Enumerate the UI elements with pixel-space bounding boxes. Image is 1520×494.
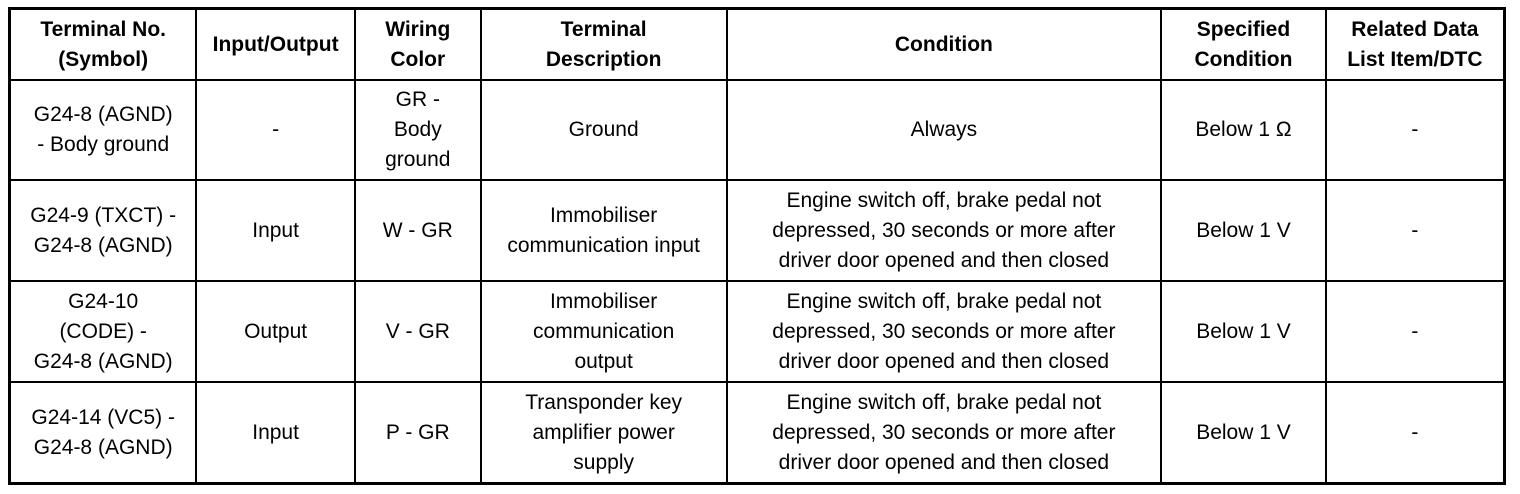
cell-description: Immobiliser communication input (481, 180, 727, 281)
cell-terminal: G24-9 (TXCT) - G24-8 (AGND) (10, 180, 197, 281)
cell-input-output: - (196, 80, 354, 180)
header-terminal-description: Terminal Description (481, 9, 727, 81)
cell-wiring-color: V - GR (355, 281, 481, 382)
table-row (10, 80, 1505, 180)
cell-related: - (1326, 180, 1505, 281)
cell-description: Ground (481, 80, 727, 180)
header-condition: Condition (727, 9, 1162, 81)
cell-specified: Below 1 V (1161, 180, 1326, 281)
cell-input-output: Input (196, 382, 354, 484)
cell-specified: Below 1 V (1161, 281, 1326, 382)
cell-condition: Engine switch off, brake pedal not depressed, 30 seconds or more after driver door opened and then closed (727, 180, 1162, 281)
cell-terminal: G24-8 (AGND) - Body ground (10, 80, 197, 180)
cell-wiring-color: W - GR (355, 180, 481, 281)
cell-specified: Below 1 Ω (1161, 80, 1326, 180)
cell-related: - (1326, 382, 1505, 484)
header-input-output: Input/Output (196, 9, 354, 81)
cell-related: - (1326, 80, 1505, 180)
cell-condition: Engine switch off, brake pedal not depressed, 30 seconds or more after driver door opened and then closed (727, 281, 1162, 382)
table-row (10, 281, 1505, 382)
cell-input-output: Output (196, 281, 354, 382)
cell-input-output: Input (196, 180, 354, 281)
header-related-data: Related Data List Item/DTC (1326, 9, 1505, 81)
cell-description: Immobiliser communication output (481, 281, 727, 382)
cell-related: - (1326, 281, 1505, 382)
cell-wiring-color: P - GR (355, 382, 481, 484)
header-specified-condition: Specified Condition (1161, 9, 1326, 81)
cell-terminal: G24-10 (CODE) - G24-8 (AGND) (10, 281, 197, 382)
table-row (10, 180, 1505, 281)
cell-condition: Always (727, 80, 1162, 180)
cell-condition: Engine switch off, brake pedal not depressed, 30 seconds or more after driver door opened and then closed (727, 382, 1162, 484)
terminal-spec-table (8, 7, 1506, 485)
cell-specified: Below 1 V (1161, 382, 1326, 484)
header-wiring-color: Wiring Color (355, 9, 481, 81)
table-row (10, 382, 1505, 484)
cell-description: Transponder key amplifier power supply (481, 382, 727, 484)
header-terminal-no: Terminal No. (Symbol) (10, 9, 197, 81)
cell-terminal: G24-14 (VC5) - G24-8 (AGND) (10, 382, 197, 484)
table-header-row (10, 9, 1505, 81)
cell-wiring-color: GR - Body ground (355, 80, 481, 180)
